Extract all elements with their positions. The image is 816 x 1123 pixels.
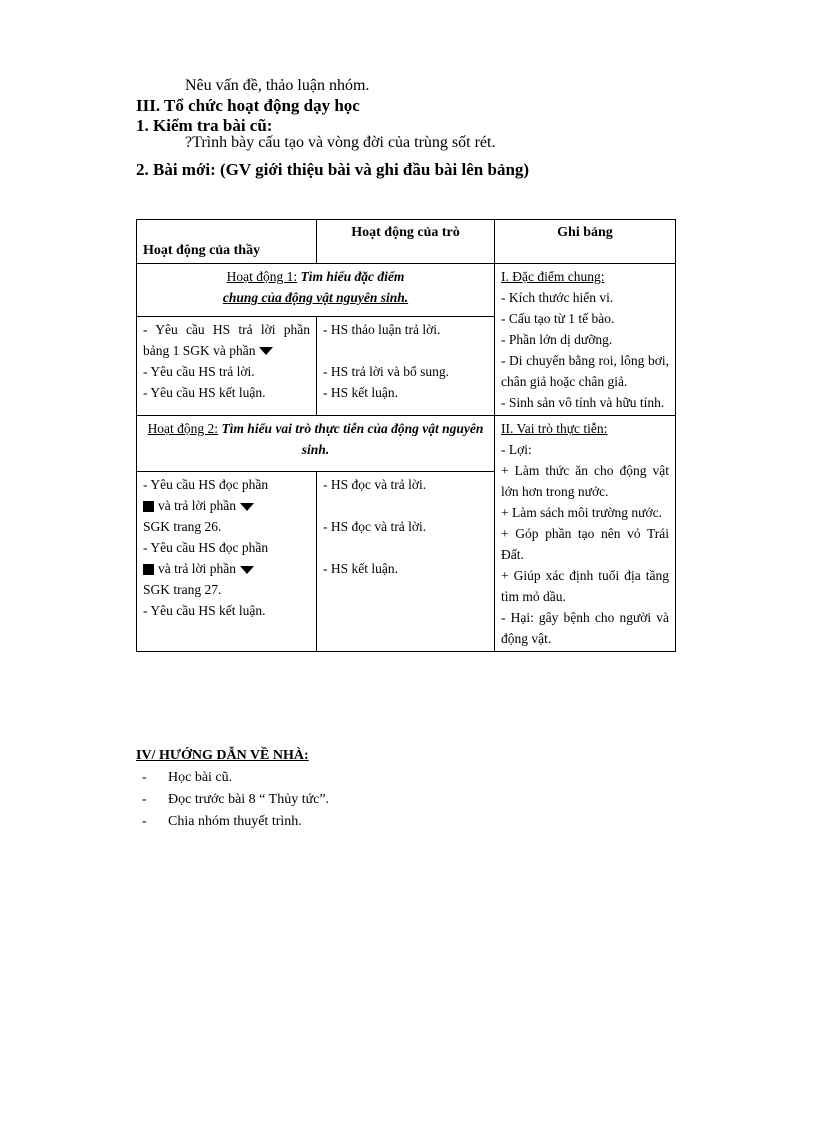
check-question: ?Trình bày cấu tạo và vòng đời của trùng sốt rét. bbox=[185, 134, 496, 151]
teacher2-item: - Yêu cầu HS đọc phần bbox=[143, 539, 269, 555]
homework-item bbox=[136, 811, 329, 833]
board1-item: - Phần lớn dị dưỡng. bbox=[501, 332, 613, 347]
student2-item: - HS đọc và trả lời. bbox=[323, 518, 427, 534]
homework-title: IV/ HƯỚNG DẪN VỀ NHÀ: bbox=[136, 748, 309, 763]
homework-section bbox=[136, 748, 329, 833]
teacher1-item: - Yêu cầu HS kết luận. bbox=[143, 384, 266, 400]
student1-item: - HS thảo luận trả lời. bbox=[323, 321, 441, 337]
teacher1-text: - Yêu cầu HS trả lời phần bảng 1 SGK và phần bbox=[143, 321, 310, 358]
header-board: Ghi bảng bbox=[495, 220, 676, 264]
board2-item: + Làm thức ăn cho động vật lớn hơn trong nước. bbox=[501, 463, 669, 499]
square-icon bbox=[143, 501, 154, 512]
activity2-title-row bbox=[137, 416, 676, 472]
board2-title: II. Vai trò thực tiễn: bbox=[501, 421, 608, 436]
student1-item: - HS trả lời và bổ sung. bbox=[323, 363, 450, 379]
teacher2-text: và trả lời phần bbox=[158, 497, 236, 513]
activity1-student bbox=[317, 316, 495, 415]
check-title: 1. Kiểm tra bài cũ: bbox=[136, 116, 273, 135]
activity2-board bbox=[495, 416, 676, 652]
header-teacher: Hoạt động của thầy bbox=[137, 220, 317, 264]
board1-title: I. Đặc điểm chung: bbox=[501, 269, 605, 284]
activity2-title-text: Tìm hiểu vai trò thực tiễn của động vật nguyên sinh. bbox=[221, 421, 484, 457]
triangle-down-icon bbox=[240, 503, 254, 511]
teacher1-item: - Yêu cầu HS trả lời. bbox=[143, 363, 255, 379]
teacher1-item bbox=[143, 319, 310, 361]
section3-title: III. Tổ chức hoạt động dạy học bbox=[136, 96, 360, 115]
activity1-title bbox=[137, 264, 495, 317]
teacher2-item bbox=[143, 558, 310, 579]
board1-item: - Cấu tạo từ 1 tế bào. bbox=[501, 311, 615, 326]
activity2-title bbox=[137, 416, 495, 472]
table-header-row bbox=[137, 220, 676, 264]
board1-item: - Sinh sản vô tính và hữu tính. bbox=[501, 395, 665, 410]
teacher2-item: SGK trang 27. bbox=[143, 581, 222, 597]
teacher2-item bbox=[143, 495, 310, 516]
bullet: - bbox=[142, 770, 147, 785]
activity1-label: Hoạt động 1: bbox=[226, 269, 298, 284]
board2-item: + Góp phần tạo nên vỏ Trái Đất. bbox=[501, 526, 669, 562]
homework-item bbox=[136, 789, 329, 811]
board2-item: + Giúp xác định tuổi địa tầng tìm mỏ dầu. bbox=[501, 568, 669, 604]
homework-text: Đọc trước bài 8 “ Thủy tức”. bbox=[168, 792, 330, 807]
activity2-label: Hoạt động 2: bbox=[147, 421, 219, 436]
student2-item: - HS kết luận. bbox=[323, 560, 398, 576]
board2-item: - Hại: gây bệnh cho người và động vật. bbox=[501, 610, 669, 646]
homework-text: Học bài cũ. bbox=[168, 770, 233, 785]
board1-item: - Di chuyển bằng roi, lông bơi, chân giả hoặc chân giả. bbox=[501, 353, 669, 389]
activity1-title-part2: chung của động vật nguyên sinh. bbox=[222, 290, 409, 305]
board1-item: - Kích thước hiển vi. bbox=[501, 290, 614, 305]
teacher2-item: SGK trang 26. bbox=[143, 518, 222, 534]
method-line: Nêu vấn đề, thảo luận nhóm. bbox=[185, 77, 370, 94]
student1-item: - HS kết luận. bbox=[323, 384, 398, 400]
homework-item bbox=[136, 767, 329, 789]
activity1-board bbox=[495, 264, 676, 416]
bullet: - bbox=[142, 814, 147, 829]
activity1-title-part1: Tìm hiểu đặc điểm bbox=[300, 269, 405, 284]
activity1-teacher bbox=[137, 316, 317, 415]
board2-item: - Lợi: bbox=[501, 442, 532, 457]
activity1-title-row bbox=[137, 264, 676, 317]
teacher2-text: và trả lời phần bbox=[158, 560, 236, 576]
lesson-table bbox=[136, 219, 676, 652]
activity2-student bbox=[317, 471, 495, 651]
new-lesson-title: 2. Bài mới: (GV giới thiệu bài và ghi đầu bài lên bảng) bbox=[136, 160, 530, 179]
triangle-down-icon bbox=[259, 347, 273, 355]
triangle-down-icon bbox=[240, 566, 254, 574]
activity2-teacher bbox=[137, 471, 317, 651]
bullet: - bbox=[142, 792, 147, 807]
header-student: Hoạt động của trò bbox=[317, 220, 495, 264]
teacher2-item: - Yêu cầu HS kết luận. bbox=[143, 602, 266, 618]
homework-text: Chia nhóm thuyết trình. bbox=[168, 814, 302, 829]
board2-item: + Làm sách môi trường nước. bbox=[501, 505, 662, 520]
teacher2-item: - Yêu cầu HS đọc phần bbox=[143, 476, 269, 492]
student2-item: - HS đọc và trả lời. bbox=[323, 476, 427, 492]
square-icon bbox=[143, 564, 154, 575]
